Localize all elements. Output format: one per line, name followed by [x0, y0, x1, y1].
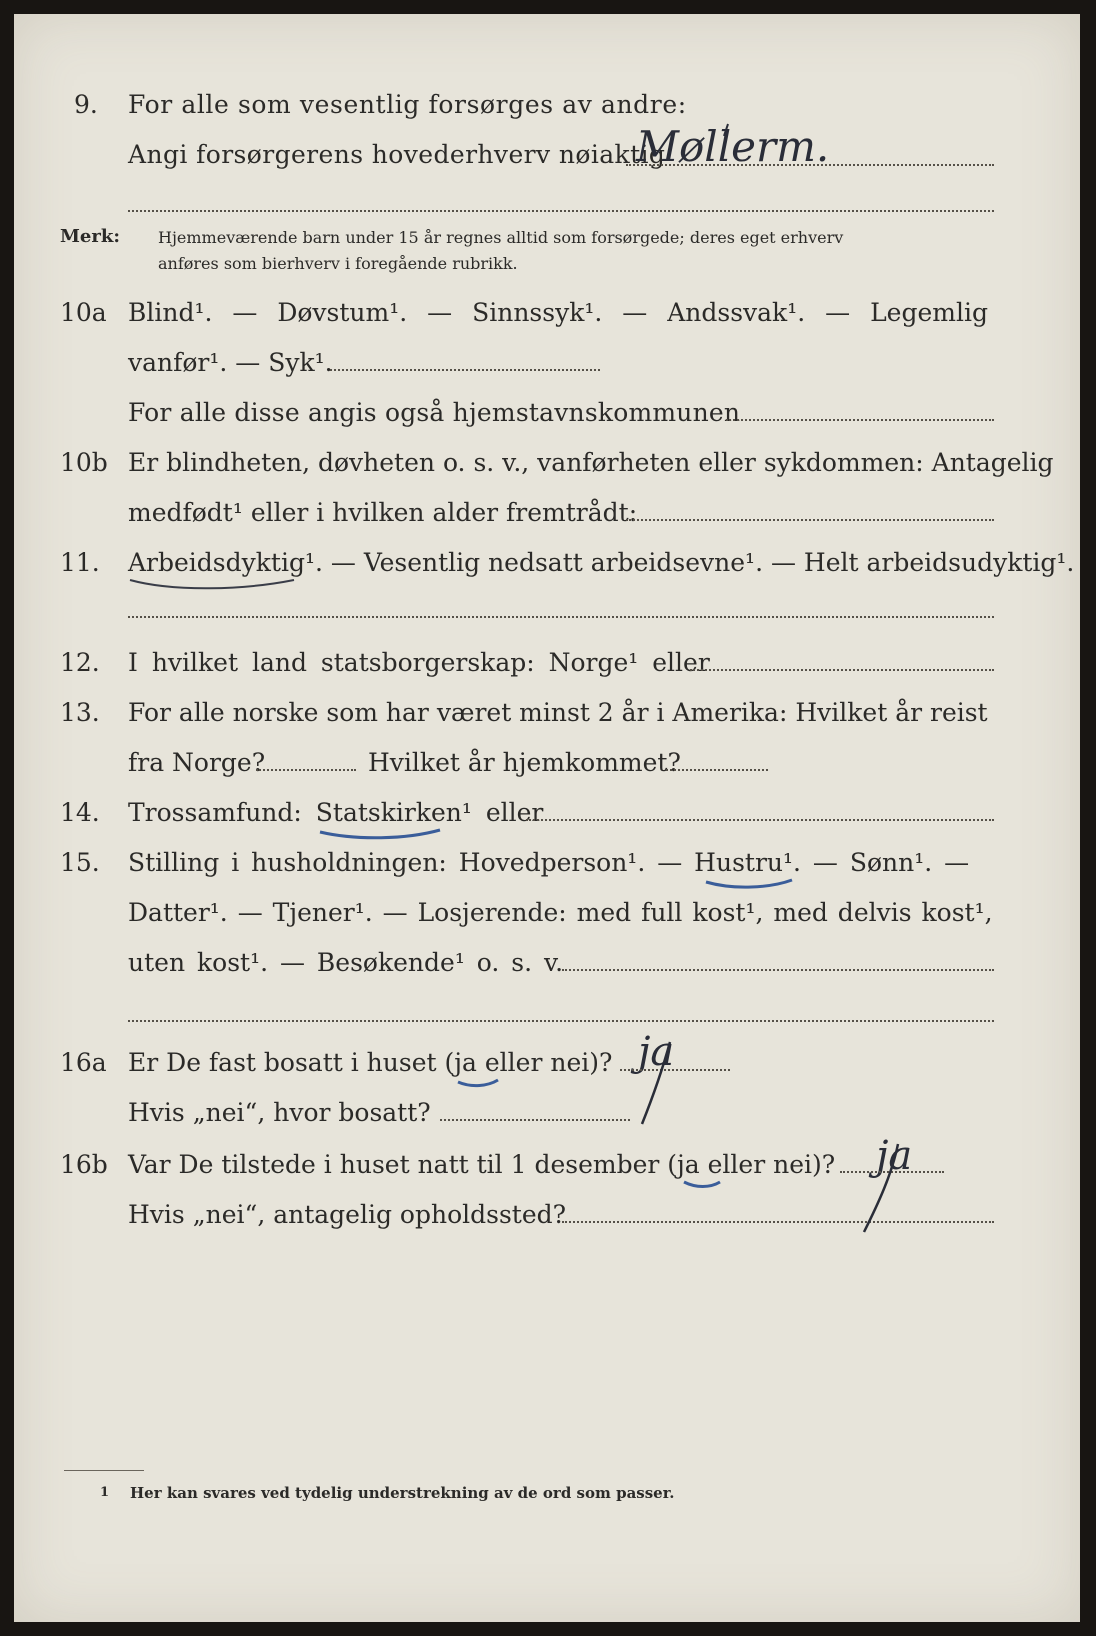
hustru-blue-underline [706, 880, 792, 887]
q9-question-line1: For alle som vesentlig forsørges av andre: [128, 90, 687, 119]
q9-number: 9. [74, 90, 98, 119]
q15-question-line1: Stilling i husholdningen: Hovedperson¹. — Hustru¹. — Sønn¹. — [128, 848, 970, 877]
q16a-question-line1: Er De fast bosatt i huset (ja eller nei)? [128, 1048, 613, 1077]
q16a-ja-blue-underline [458, 1080, 498, 1086]
footnote-mark: 1 [100, 1485, 110, 1500]
q10a-number: 10a [60, 298, 107, 327]
q16a-pen-descender [642, 1042, 670, 1124]
q16b-handwritten-answer: ja [876, 1133, 913, 1179]
q16b-pen-descender [864, 1144, 898, 1232]
q14-number: 14. [60, 798, 100, 827]
q16b-ja-blue-underline [684, 1182, 720, 1187]
merk-text-line2: anføres som bierhverv i foregående rubrikk. [158, 254, 518, 273]
q15-number: 15. [60, 848, 100, 877]
q16a-question-line2: Hvis „nei“, hvor bosatt? [128, 1098, 431, 1127]
merk-text-line1: Hjemmeværende barn under 15 år regnes alltid som forsørgede; deres eget erhverv [158, 228, 844, 247]
q10a-question-line1: Blind¹. — Døvstum¹. — Sinnssyk¹. — Andssvak¹. — Legemlig [128, 298, 988, 327]
q16b-number: 16b [60, 1150, 108, 1179]
q13-number: 13. [60, 698, 100, 727]
q15-question-line2: Datter¹. — Tjener¹. — Losjerende: med full kost¹, med delvis kost¹, [128, 898, 993, 927]
q10a-question-line3: For alle disse angis også hjemstavnskommunen [128, 398, 741, 427]
q16b-question-line1: Var De tilstede i huset natt til 1 desember (ja eller nei)? [128, 1150, 836, 1179]
q11-question-line1: Arbeidsdyktig¹. — Vesentlig nedsatt arbeidsevne¹. — Helt arbeidsudyktig¹. [128, 548, 1075, 577]
q11-number: 11. [60, 548, 100, 577]
q9-question-line2: Angi forsørgerens hovederhverv nøiaktig [128, 140, 666, 169]
q9-pen-tick [724, 124, 728, 136]
footnote-text: Her kan svares ved tydelig understrekning av de ord som passer. [130, 1484, 675, 1502]
q12-question-line1: I hvilket land statsborgerskap: Norge¹ eller [128, 648, 710, 677]
q16a-handwritten-answer: ja [638, 1029, 675, 1075]
census-form-page [14, 14, 1080, 1622]
q13-question-line1: For alle norske som har været minst 2 år i Amerika: Hvilket år reist [128, 698, 988, 727]
q9-handwritten-answer: Møllerm. [636, 122, 830, 171]
statskirken-blue-underline [320, 830, 440, 838]
q16a-number: 16a [60, 1048, 107, 1077]
q13-question-line2a: fra Norge? [128, 748, 266, 777]
pen-marks-overlay [14, 14, 1080, 1622]
q13-question-line2b: Hvilket år hjemkommet? [368, 748, 681, 777]
q10a-question-line2: vanfør¹. — Syk¹. [128, 348, 333, 377]
q10b-question-line1: Er blindheten, døvheten o. s. v., vanførheten eller sykdommen: Antagelig [128, 448, 1054, 477]
q15-question-line3: uten kost¹. — Besøkende¹ o. s. v. [128, 948, 564, 977]
q10b-question-line2: medfødt¹ eller i hvilken alder fremtrådt: [128, 498, 638, 527]
arbeidsdyktig-pen-underline [130, 580, 294, 588]
q12-number: 12. [60, 648, 100, 677]
q16b-question-line2: Hvis „nei“, antagelig opholdssted? [128, 1200, 567, 1229]
merk-label: Merk: [60, 226, 120, 247]
q10b-number: 10b [60, 448, 108, 477]
q14-question-line1: Trossamfund: Statskirken¹ eller [128, 798, 544, 827]
